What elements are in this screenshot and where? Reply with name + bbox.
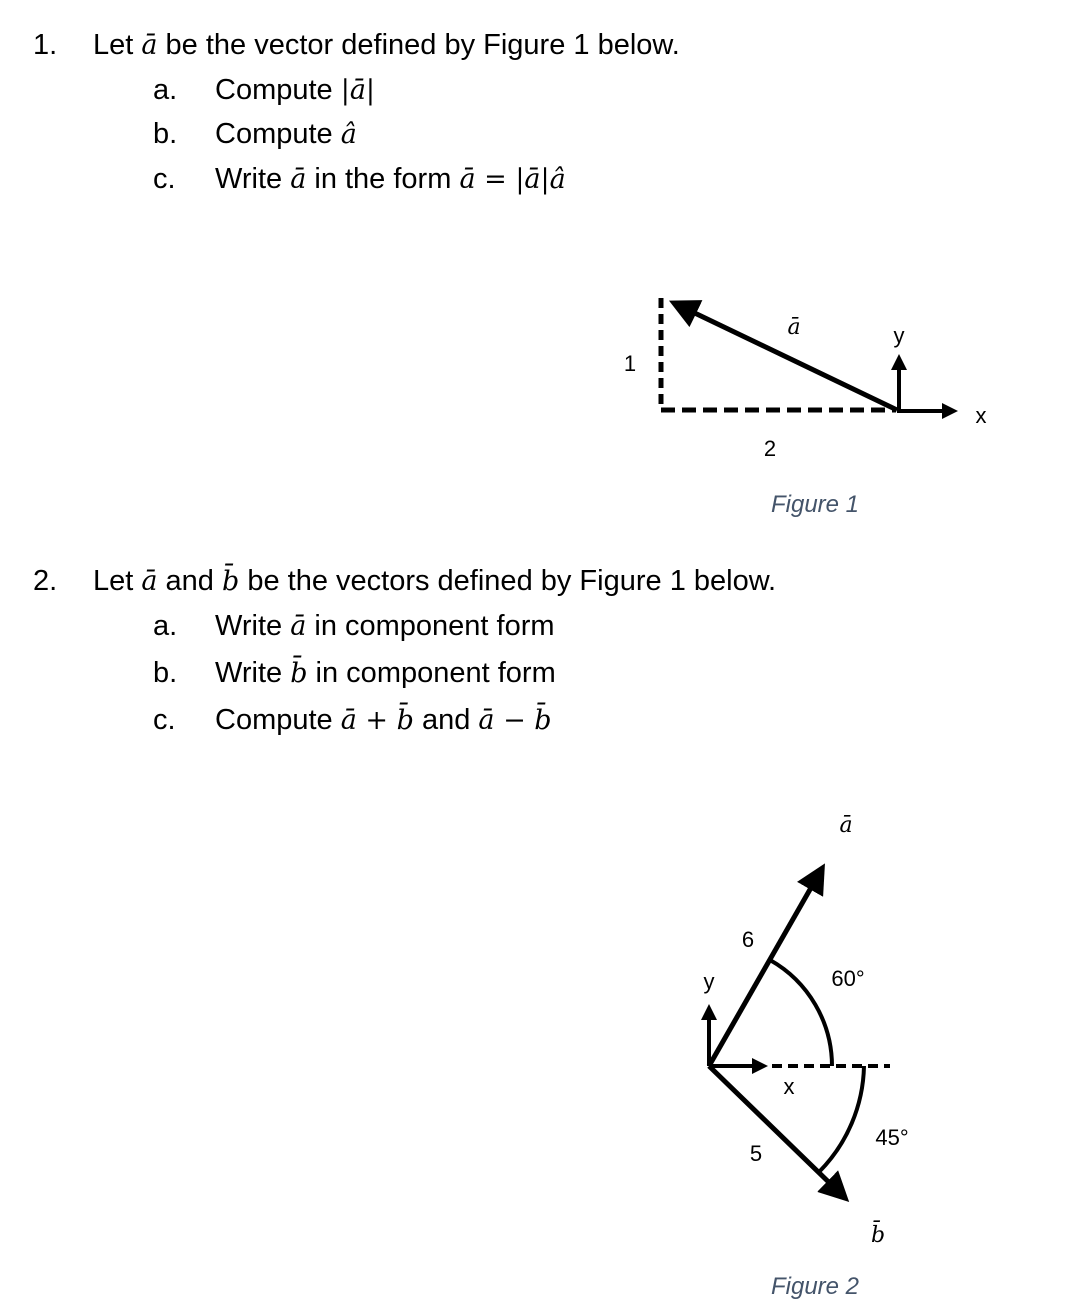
- math: ā = |ā|â: [459, 164, 566, 195]
- vector-a-arrow: [709, 872, 820, 1066]
- q1-part-a-letter: a.: [153, 74, 178, 106]
- text: Compute: [215, 704, 341, 736]
- text: and: [157, 565, 222, 597]
- text: Write: [215, 163, 291, 195]
- fig2-angle-45: 45°: [875, 1125, 909, 1150]
- fig1-vector-a-label: ā: [787, 315, 801, 340]
- fig2-b-magnitude: 5: [749, 1141, 763, 1166]
- math: ā + b̄: [340, 705, 414, 736]
- math: ā: [290, 164, 307, 195]
- math: ā: [141, 566, 158, 597]
- math: ā − b̄: [478, 705, 552, 736]
- q2-part-a-letter: a.: [153, 610, 178, 642]
- fig2-y-label: y: [703, 969, 715, 994]
- math: b̄: [221, 566, 240, 597]
- fig2-x-label: x: [783, 1074, 795, 1099]
- q1-number: 1.: [33, 29, 58, 61]
- angle-arc-60: [770, 960, 832, 1066]
- fig2-angle-60: 60°: [831, 966, 865, 991]
- fig1-x-label: x: [975, 403, 987, 428]
- figure-1: [661, 298, 950, 411]
- math: b̄: [290, 658, 308, 689]
- text: in the form: [306, 163, 460, 195]
- fig1-y-label: y: [893, 323, 905, 348]
- fig2-a-magnitude: 6: [741, 927, 755, 952]
- figure-1-caption: Figure 1: [770, 491, 860, 518]
- vector-b-arrow: [709, 1066, 842, 1195]
- figure-2-caption: Figure 2: [770, 1273, 860, 1300]
- text: Let: [93, 565, 142, 597]
- text: Write: [215, 610, 291, 642]
- q1-part-c-letter: c.: [153, 163, 176, 195]
- math: â: [340, 119, 357, 150]
- text: Write: [215, 657, 291, 689]
- text: Compute: [215, 74, 341, 106]
- text: Compute: [215, 118, 341, 150]
- angle-arc-45: [819, 1066, 864, 1172]
- figure-2: [709, 872, 890, 1195]
- text: in component form: [306, 610, 555, 642]
- q2-part-c-letter: c.: [153, 704, 176, 736]
- text: and: [413, 704, 479, 736]
- q2-number: 2.: [33, 565, 58, 597]
- fig2-vector-a-label: ā: [839, 813, 853, 838]
- fig1-length-2: 2: [763, 436, 777, 461]
- q1-part-b-letter: b.: [153, 118, 178, 150]
- fig2-vector-b-label: b̄: [870, 1223, 886, 1248]
- math: ā: [290, 611, 307, 642]
- math-a: ā: [141, 30, 158, 61]
- text: Let: [93, 29, 142, 61]
- text: be the vectors defined by Figure 1 below.: [239, 565, 777, 597]
- q2-part-b-letter: b.: [153, 657, 178, 689]
- text: in component form: [307, 657, 556, 689]
- fig1-length-1: 1: [623, 351, 637, 376]
- math: |ā|: [340, 75, 376, 106]
- text: be the vector defined by Figure 1 below.: [157, 29, 680, 61]
